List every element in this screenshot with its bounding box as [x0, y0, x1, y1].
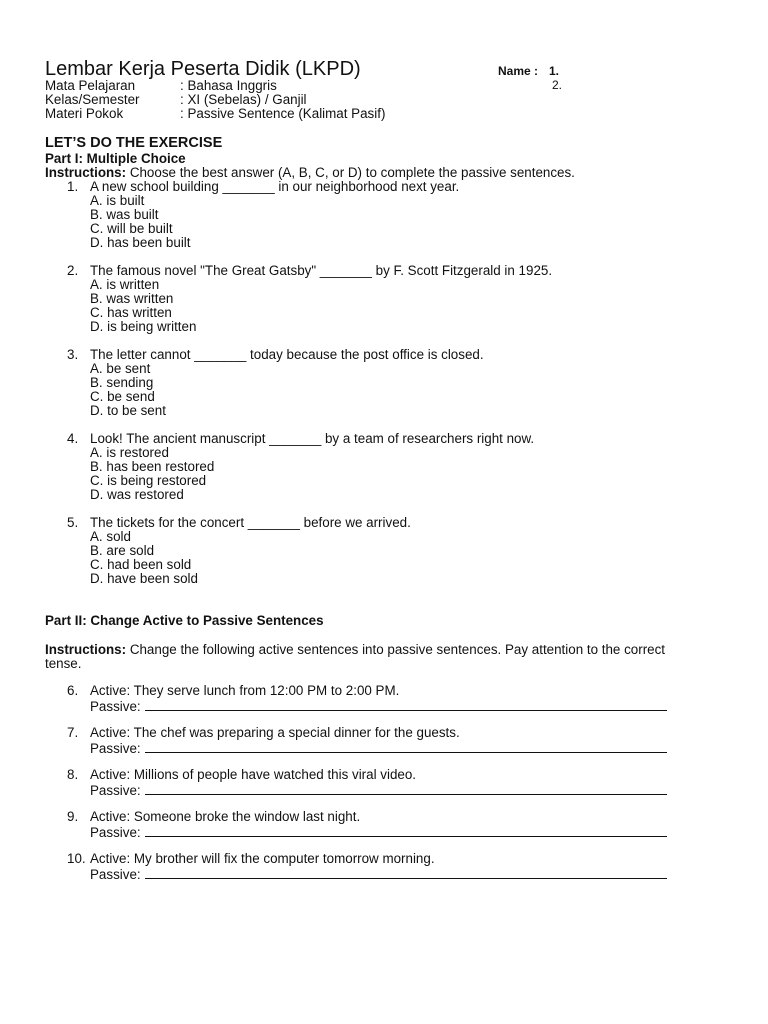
option-c[interactable]: C. has written: [90, 305, 172, 320]
info-row: [45, 93, 385, 107]
info-value: : Bahasa Inggris: [180, 78, 277, 93]
name-label: Name :: [498, 64, 539, 78]
option-b[interactable]: B. was built: [90, 207, 159, 222]
exercise-8: [67, 768, 687, 798]
question-number: 3.: [67, 347, 79, 362]
option-d[interactable]: D. was restored: [90, 487, 184, 502]
exercise-number: 9.: [67, 809, 79, 824]
question-2: [67, 264, 707, 334]
exercise-9: [67, 810, 687, 840]
option-b[interactable]: B. sending: [90, 375, 154, 390]
active-sentence: Active: Millions of people have watched this viral video.: [90, 767, 417, 782]
option-a[interactable]: A. is built: [90, 193, 145, 208]
question-text: The tickets for the concert _______ before we arrived.: [90, 515, 411, 530]
option-a[interactable]: A. sold: [90, 529, 131, 544]
passive-label: Passive:: [90, 825, 141, 840]
info-label: Mata Pelajaran: [45, 78, 136, 93]
question-text: A new school building _______ in our neighborhood next year.: [90, 179, 460, 194]
info-label: Materi Pokok: [45, 106, 124, 121]
active-sentence: Active: Someone broke the window last night.: [90, 809, 361, 824]
option-d[interactable]: D. is being written: [90, 319, 197, 334]
info-row: [45, 79, 385, 93]
exercise-heading: LET’S DO THE EXERCISE: [45, 135, 223, 151]
info-row: [45, 107, 385, 121]
option-d[interactable]: D. have been sold: [90, 571, 198, 586]
option-d[interactable]: D. has been built: [90, 235, 191, 250]
question-number: 1.: [67, 179, 79, 194]
option-b[interactable]: B. are sold: [90, 543, 155, 558]
option-d[interactable]: D. to be sent: [90, 403, 166, 418]
info-value: : XI (Sebelas) / Ganjil: [180, 92, 307, 107]
passive-label: Passive:: [90, 741, 141, 756]
exercise-10: [67, 852, 687, 882]
option-b[interactable]: B. has been restored: [90, 459, 215, 474]
question-text: The letter cannot _______ today because the post office is closed.: [90, 347, 484, 362]
info-value: : Passive Sentence (Kalimat Pasif): [180, 106, 386, 121]
option-c[interactable]: C. be send: [90, 389, 155, 404]
question-3: [67, 348, 707, 418]
exercise-number: 10.: [67, 851, 86, 866]
passive-answer-line[interactable]: [145, 824, 667, 837]
part1-title: Part I: Multiple Choice: [45, 151, 186, 166]
part2-instructions: [45, 643, 705, 671]
option-b[interactable]: B. was written: [90, 291, 174, 306]
instructions-text: Change the following active sentences into passive sentences. Pay attention to the correct tense.: [45, 642, 666, 671]
exercise-number: 6.: [67, 683, 79, 698]
option-list: [67, 194, 707, 250]
option-list: [67, 530, 707, 586]
option-list: [67, 362, 707, 418]
exercise-number: 8.: [67, 767, 79, 782]
instructions-text: Choose the best answer (A, B, C, or D) to complete the passive sentences.: [126, 165, 575, 180]
name-line-2: 2.: [552, 78, 563, 92]
question-number: 5.: [67, 515, 79, 530]
exercise-7: [67, 726, 687, 756]
passive-answer-line[interactable]: [145, 866, 667, 879]
exercise-number: 7.: [67, 725, 79, 740]
question-text: Look! The ancient manuscript _______ by a team of researchers right now.: [90, 431, 535, 446]
subject-info: [45, 79, 385, 121]
part2-title: Part II: Change Active to Passive Sentences: [45, 613, 324, 628]
name-line-1: 1.: [549, 64, 560, 78]
passive-label: Passive:: [90, 783, 141, 798]
passive-label: Passive:: [90, 699, 141, 714]
part1-instructions: [45, 166, 705, 180]
option-list: [67, 446, 707, 502]
question-1: [67, 180, 707, 250]
active-sentence: Active: They serve lunch from 12:00 PM to 2:00 PM.: [90, 683, 400, 698]
instructions-label: Instructions:: [45, 642, 127, 657]
question-4: [67, 432, 707, 502]
active-sentence: Active: My brother will fix the computer tomorrow morning.: [90, 851, 435, 866]
passive-answer-line[interactable]: [145, 782, 667, 795]
option-a[interactable]: A. is written: [90, 277, 160, 292]
option-c[interactable]: C. is being restored: [90, 473, 207, 488]
info-label: Kelas/Semester: [45, 92, 140, 107]
exercise-6: [67, 684, 687, 714]
passive-answer-line[interactable]: [145, 698, 667, 711]
question-number: 2.: [67, 263, 79, 278]
question-text: The famous novel "The Great Gatsby" _______ by F. Scott Fitzgerald in 1925.: [90, 263, 553, 278]
question-5: [67, 516, 707, 586]
option-c[interactable]: C. had been sold: [90, 557, 192, 572]
question-number: 4.: [67, 431, 79, 446]
option-a[interactable]: A. be sent: [90, 361, 151, 376]
option-a[interactable]: A. is restored: [90, 445, 169, 460]
active-sentence: Active: The chef was preparing a special dinner for the guests.: [90, 725, 460, 740]
option-list: [67, 278, 707, 334]
passive-answer-line[interactable]: [145, 740, 667, 753]
instructions-label: Instructions:: [45, 165, 127, 180]
page-title: Lembar Kerja Peserta Didik (LKPD): [45, 58, 361, 80]
option-c[interactable]: C. will be built: [90, 221, 173, 236]
passive-label: Passive:: [90, 867, 141, 882]
